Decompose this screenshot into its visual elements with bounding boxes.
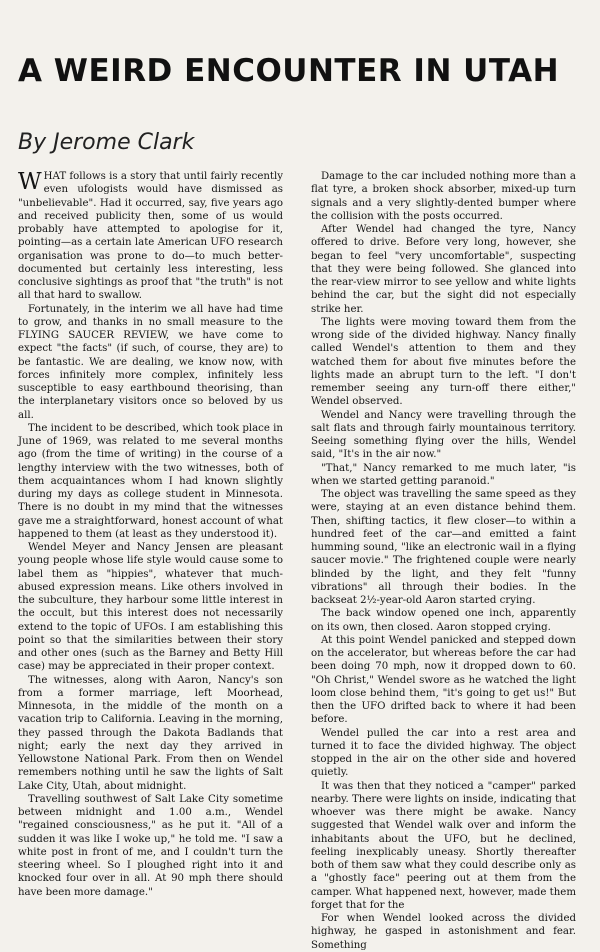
paragraph-1 — [18, 170, 283, 303]
paragraph-5: The witnesses, along with Aaron, Nancy's son from a former marriage, left Moorhead, Minnesota, in the middle of the month on a vacation trip to California. Leaving in the morning, they passed through the Dakota Badlands that night; early the next day they arrived in Yellowstone National Park. From then on Wendel remembers nothing until he saw the lights of Salt Lake City, Utah, about midnight. — [18, 674, 283, 792]
drop-cap: W — [18, 169, 42, 195]
paragraph-8: After Wendel had changed the tyre, Nancy offered to drive. Before very long, however, she began to feel "very uncomfortable", suspecting that they were being followed. She glanced into the rear-view mirror to see yellow and white lights behind the car, but the sight did not especially strike her. — [311, 224, 576, 315]
paragraph-3: The incident to be described, which took place in June of 1969, was related to me several months ago (from the time of writing) in the course of a lengthy interview with the two witnesses, both of them acquaintances whom I had known slightly during my days as college student in Minnesota. There is no doubt in my mind that the witnesses gave me a straightforward, honest account of what happened to them (at least as they understood it). — [18, 422, 283, 540]
paragraph-15: Wendel pulled the car into a rest area and turned it to face the divided highway. The object stopped in the air on the other side and hovered quietly. — [311, 727, 576, 779]
article-title: A WEIRD ENCOUNTER IN UTAH — [18, 53, 560, 89]
paragraph-1-text: HAT follows is a story that until fairly recently even ufologists would have dismissed as "unbelievable". Had it occurred, say, five years ago and received publicity then, some of us would probably have attempted to apologise for it, pointing—as a certain late American UFO research organisation was prone to do—to much better-documented but certainly less interesting, less conclusive sightings as proof that "the truth" is not all that hard to swallow. — [18, 171, 284, 302]
paragraph-13: The back window opened one inch, apparently on its own, then closed. Aaron stopped crying. — [311, 608, 576, 633]
paragraph-4: Wendel Meyer and Nancy Jensen are pleasant young people whose life style would cause some to label them as "hippies", whatever that much-abused expression means. Like others involved in the subculture, they harbour some little interest in the occult, but this interest does not necessarily extend to the topic of UFOs. I am establishing this point so that the similarities between their story and other ones (such as the Barney and Betty Hill case) may be appreciated in their proper context. — [18, 542, 283, 673]
paragraph-7: Damage to the car included nothing more than a flat tyre, a broken shock absorber, mixed-up turn signals and a very slightly-dented bumper where the collision with the posts occurred. — [311, 171, 576, 222]
left-column — [18, 170, 283, 899]
paragraph-10: Wendel and Nancy were travelling through the salt flats and through fairly mountainous territory. Seeing something flying over the hills, Wendel said, "It's in the air now." — [311, 409, 576, 461]
paragraph-16: It was then that they noticed a "camper" parked nearby. There were lights on inside, indicating that whoever was there might be awake. Nancy suggested that Wendel walk over and inform the inhabitants about the UFO, but he declined, feeling inexplicably uneasy. Shortly thereafter both of them saw what they could describe only as a "ghostly face" peering out at them from the camper. What happened next, however, made them forget that for the — [311, 780, 576, 911]
paragraph-12: The object was travelling the same speed as they were, staying at an even distance behind them. Then, shifting tactics, it flew closer—to within a hundred feet of the car—and emitted a faint humming sound, "like an electronic wail in a flying saucer movie." The frightened couple were nearly blinded by the light, and they felt "funny vibrations" all through their bodies. In the backseat 2½-year-old Aaron started crying. — [311, 489, 576, 606]
paragraph-11: "That," Nancy remarked to me much later, "is when we started getting paranoid." — [311, 462, 576, 487]
paragraph-2: Fortunately, in the interim we all have had time to grow, and thanks in no small measure to the FLYING SAUCER REVIEW, we have come to expect "the facts" (if such, of course, they are) to be fantastic. We are dealing, we know now, with forces infinitely more complex, infinitely less susceptible to easy earthbound theorising, than the interplanetary visitors once so beloved by us all. — [18, 303, 283, 421]
paragraph-6: Travelling southwest of Salt Lake City sometime between midnight and 1.00 a.m., Wendel "regained consciousness," as he put it. "All of a sudden it was like I woke up," he told me. "I saw a white post in front of me, and I couldn't turn the steering wheel. So I ploughed right into it and knocked four over in all. At 90 mph there should have been more damage." — [18, 793, 283, 898]
paragraph-17: For when Wendel looked across the divided highway, he gasped in astonishment and fear. Something — [311, 913, 576, 951]
paragraph-14: At this point Wendel panicked and stepped down on the accelerator, but whereas before the car had been doing 70 mph, now it dropped down to 60. "Oh Christ," Wendel swore as he watched the light loom close behind them, "it's going to get us!" But then the UFO drifted back to where it had been before. — [311, 634, 576, 726]
right-column — [311, 170, 576, 952]
article-byline: By Jerome Clark — [18, 130, 195, 155]
paragraph-9: The lights were moving toward them from the wrong side of the divided highway. Nancy finally called Wendel's attention to them and they watched them for about five minutes before the lights made an abrupt turn to the left. "I don't remember seeing any turn-off there either," Wendel observed. — [311, 316, 576, 408]
